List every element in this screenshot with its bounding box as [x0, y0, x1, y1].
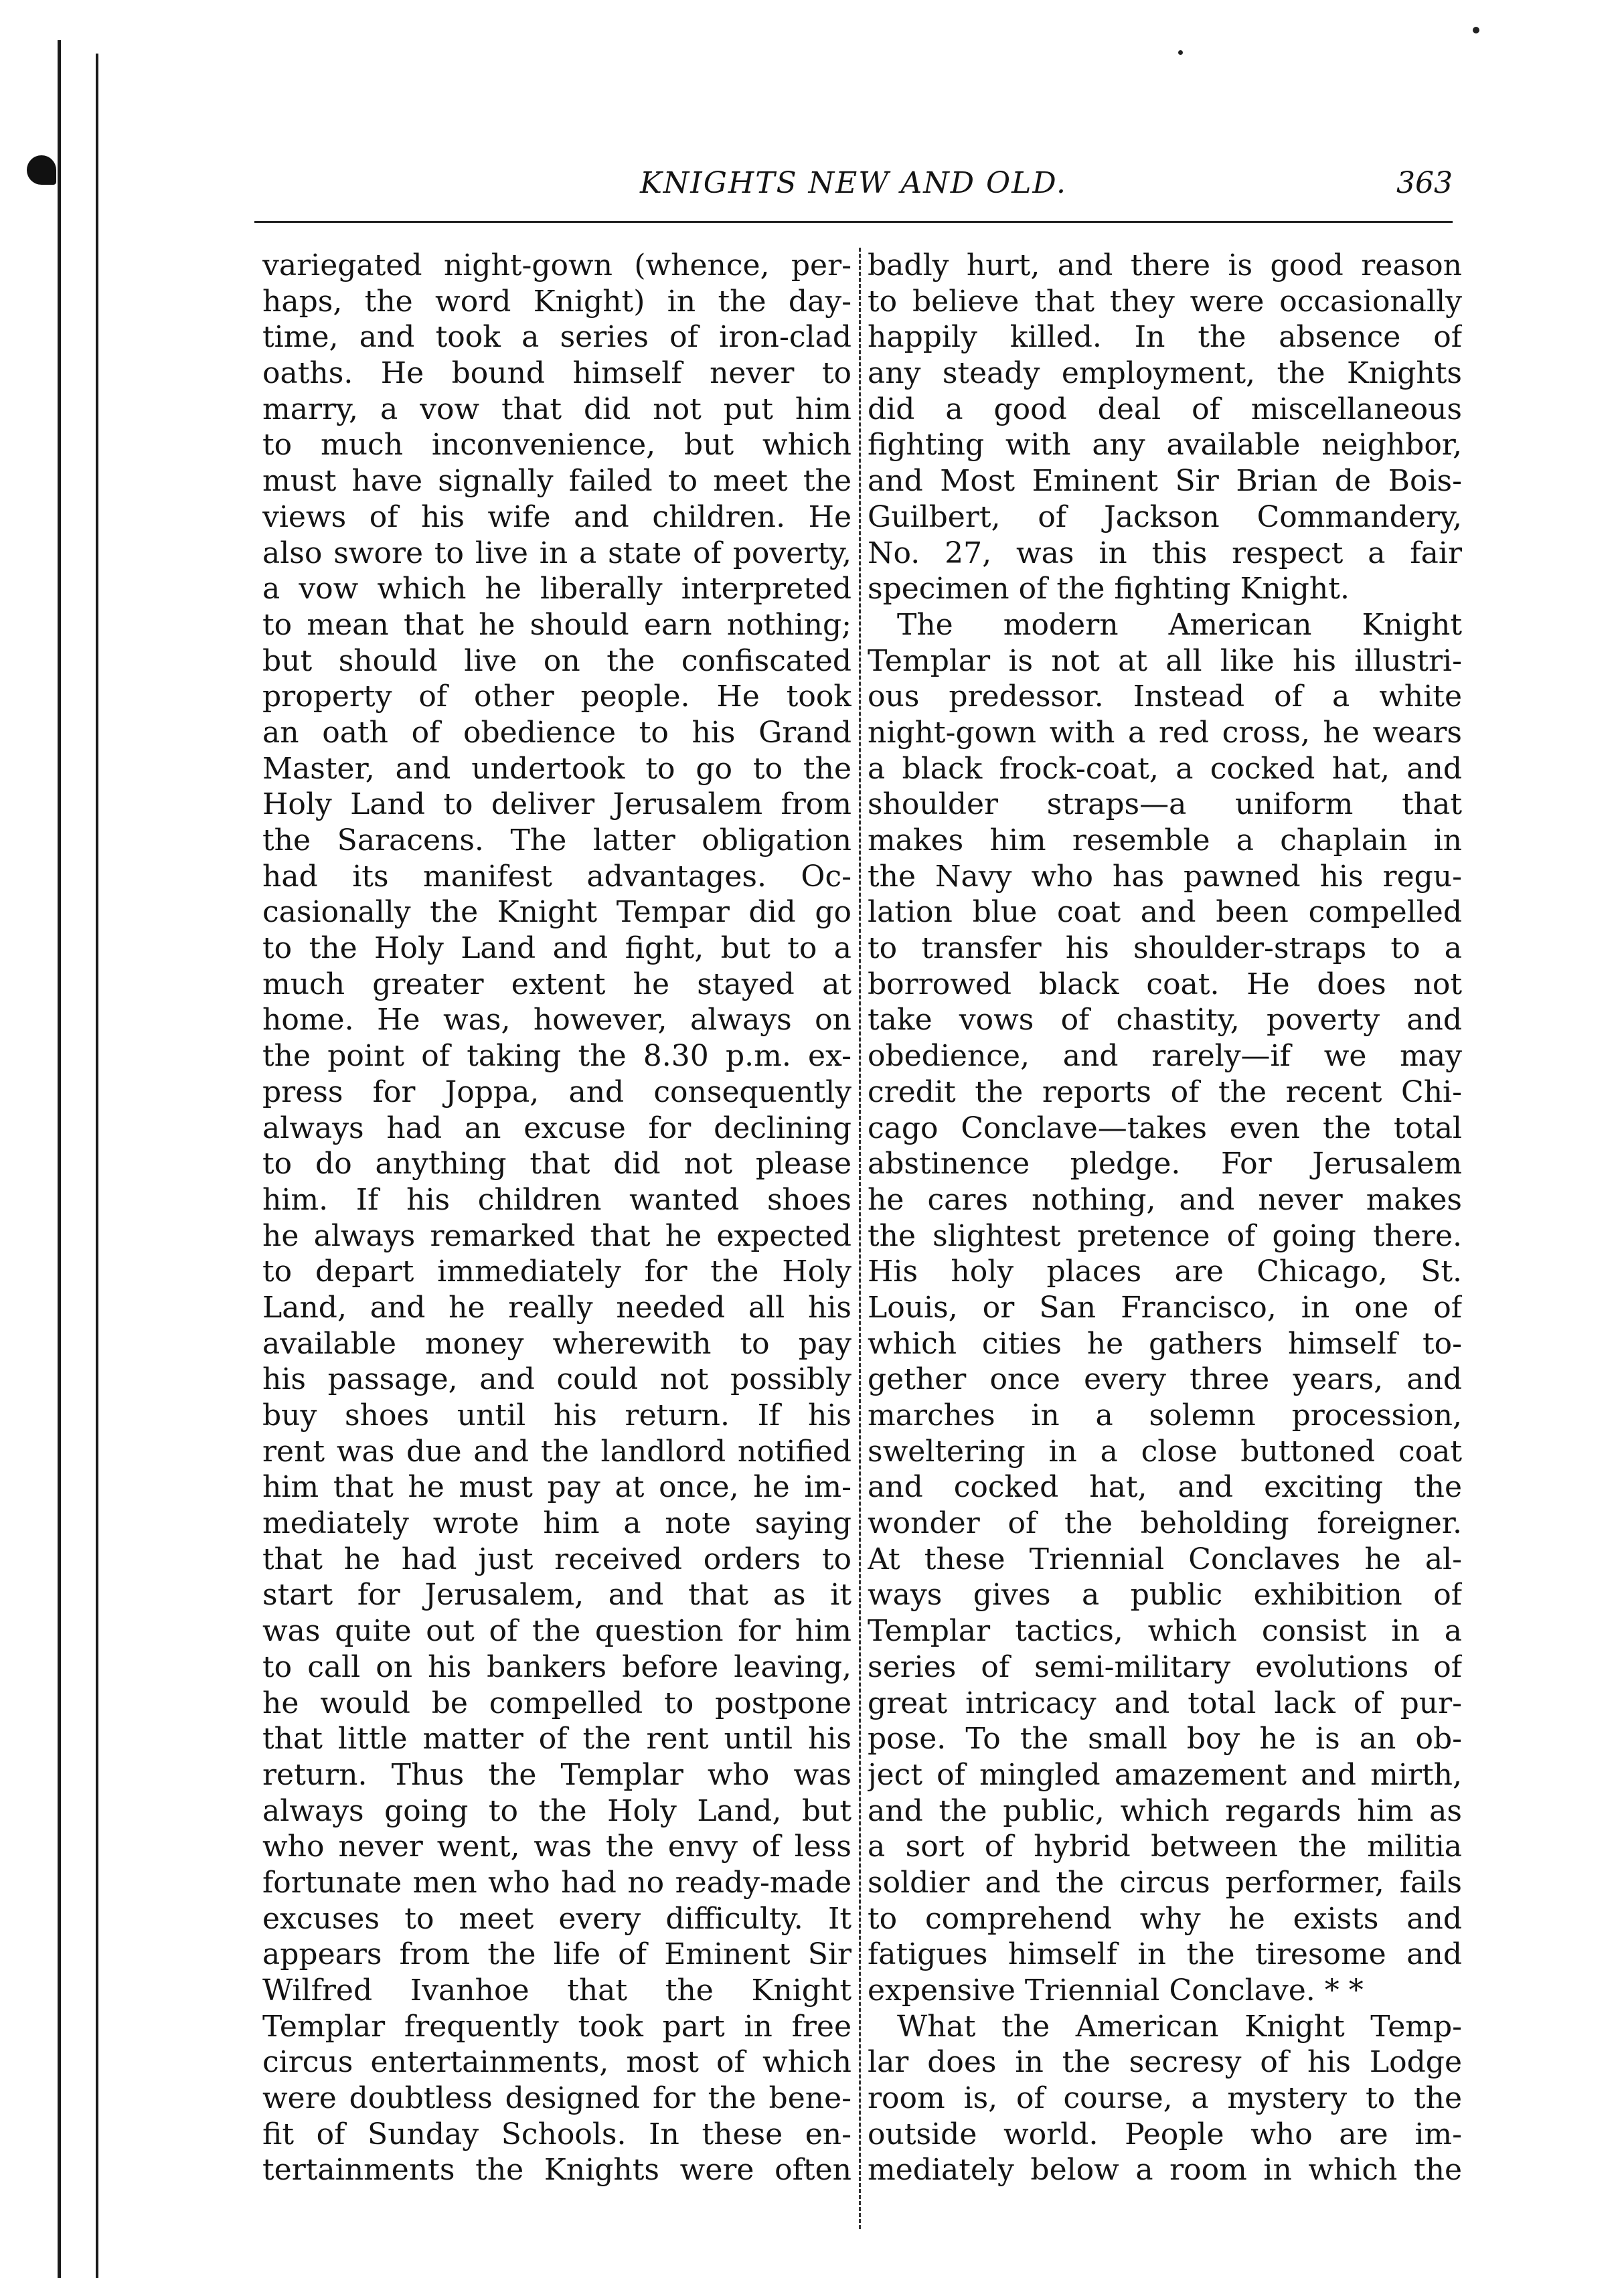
text-line: take vows of chastity, poverty and	[868, 1003, 1462, 1038]
text-line: fit of Sunday Schools. In these en-	[262, 2117, 851, 2151]
text-line: happily killed. In the absence of	[868, 320, 1462, 355]
text-line: appears from the life of Eminent Sir	[262, 1937, 851, 1972]
text-line: lar does in the secresy of his Lodge	[868, 2045, 1462, 2080]
scan-margin-line	[96, 54, 98, 2278]
text-line: also swore to live in a state of poverty,	[262, 536, 851, 570]
text-column-right	[868, 248, 1462, 2188]
text-line: and Most Eminent Sir Brian de Bois-	[868, 464, 1462, 499]
text-line: to transfer his shoulder-straps to a	[868, 931, 1462, 966]
text-line: series of semi-military evolutions of	[868, 1649, 1462, 1684]
text-line: credit the reports of the recent Chi-	[868, 1074, 1462, 1109]
scan-ink-blot	[27, 155, 56, 185]
text-line: ways gives a public exhibition of	[868, 1578, 1462, 1613]
page-header	[254, 166, 1453, 213]
text-line: great intricacy and total lack of pur-	[868, 1686, 1462, 1720]
text-line: What the American Knight Temp-	[897, 2009, 1462, 2044]
text-line: was quite out of the question for him	[262, 1614, 851, 1649]
text-line: but should live on the confiscated	[262, 643, 851, 678]
text-line: specimen of the fighting Knight.	[868, 572, 1350, 606]
text-line: any steady employment, the Knights	[868, 356, 1462, 391]
text-line: must have signally failed to meet the	[262, 464, 851, 499]
text-line: sweltering in a close buttoned coat	[868, 1434, 1462, 1469]
text-line: and cocked hat, and exciting the	[868, 1470, 1462, 1505]
text-line: fighting with any available neighbor,	[868, 428, 1462, 463]
text-line: that he had just received orders to	[262, 1542, 851, 1576]
text-line: shoulder straps—a uniform that	[868, 787, 1462, 822]
text-line: the slightest pretence of going there.	[868, 1218, 1462, 1253]
column-divider	[859, 248, 861, 2229]
text-line: the Navy who has pawned his regu-	[868, 859, 1462, 894]
text-line: much greater extent he stayed at	[262, 967, 851, 1001]
text-line: Guilbert, of Jackson Commandery,	[868, 499, 1462, 534]
text-line: and the public, which regards him as	[868, 1793, 1462, 1828]
text-line: to mean that he should earn nothing;	[262, 607, 851, 642]
text-line: marches in a solemn procession,	[868, 1398, 1462, 1433]
text-line: did a good deal of miscellaneous	[868, 392, 1462, 426]
text-line: No. 27, was in this respect a fair	[868, 536, 1462, 570]
text-line: press for Joppa, and consequently	[262, 1074, 851, 1109]
text-line: circus entertainments, most of which	[262, 2045, 851, 2080]
text-line: ject of mingled amazement and mirth,	[868, 1757, 1462, 1792]
text-line: mediately below a room in which the	[868, 2153, 1462, 2188]
text-line: he would be compelled to postpone	[262, 1686, 851, 1720]
text-line: which cities he gathers himself to-	[868, 1326, 1462, 1361]
text-line: him. If his children wanted shoes	[262, 1182, 851, 1217]
text-column-left	[262, 248, 851, 2188]
text-line: to do anything that did not please	[262, 1147, 851, 1182]
text-line: to believe that they were occasionally	[868, 284, 1462, 319]
text-line: expensive Triennial Conclave. * *	[868, 1973, 1364, 2008]
text-line: he cares nothing, and never makes	[868, 1182, 1462, 1217]
scan-speck	[1178, 50, 1183, 55]
text-line: oaths. He bound himself never to	[262, 356, 851, 391]
text-line: always had an excuse for declining	[262, 1111, 851, 1145]
text-line: a black frock-coat, a cocked hat, and	[868, 751, 1462, 786]
text-line: The modern American Knight	[897, 607, 1462, 642]
text-line: to the Holy Land and fight, but to a	[262, 931, 851, 966]
text-line: return. Thus the Templar who was	[262, 1757, 851, 1792]
text-line: obedience, and rarely—if we may	[868, 1039, 1462, 1074]
text-line: badly hurt, and there is good reason	[868, 248, 1462, 282]
text-line: a vow which he liberally interpreted	[262, 572, 851, 606]
text-line: property of other people. He took	[262, 679, 851, 714]
text-line: that little matter of the rent until his	[262, 1722, 851, 1757]
text-line: tertainments the Knights were often	[262, 2153, 851, 2188]
text-line: soldier and the circus performer, fails	[868, 1865, 1462, 1900]
text-line: a sort of hybrid between the militia	[868, 1829, 1462, 1864]
text-line: Wilfred Ivanhoe that the Knight	[262, 1973, 851, 2008]
text-line: Templar tactics, which consist in a	[868, 1614, 1462, 1649]
text-line: were doubtless designed for the bene-	[262, 2081, 851, 2116]
text-line: wonder of the beholding foreigner.	[868, 1506, 1462, 1541]
text-line: makes him resemble a chaplain in	[868, 823, 1462, 858]
text-line: to call on his bankers before leaving,	[262, 1649, 851, 1684]
text-line: Templar frequently took part in free	[262, 2009, 851, 2044]
text-line: variegated night-gown (whence, per-	[262, 248, 851, 282]
text-line: mediately wrote him a note saying	[262, 1506, 851, 1541]
header-rule	[254, 221, 1453, 223]
text-line: Holy Land to deliver Jerusalem from	[262, 787, 851, 822]
text-line: Templar is not at all like his illustri-	[868, 643, 1462, 678]
text-line: Louis, or San Francisco, in one of	[868, 1290, 1462, 1325]
text-line: gether once every three years, and	[868, 1362, 1462, 1397]
text-line: had its manifest advantages. Oc-	[262, 859, 851, 894]
text-line: the point of taking the 8.30 p.m. ex-	[262, 1039, 851, 1074]
text-line: cago Conclave—takes even the total	[868, 1111, 1462, 1145]
text-line: outside world. People who are im-	[868, 2117, 1462, 2151]
text-line: casionally the Knight Tempar did go	[262, 895, 851, 930]
text-line: start for Jerusalem, and that as it	[262, 1578, 851, 1613]
text-line: he always remarked that he expected	[262, 1218, 851, 1253]
text-line: views of his wife and children. He	[262, 499, 851, 534]
text-line: to depart immediately for the Holy	[262, 1254, 851, 1289]
text-line: At these Triennial Conclaves he al-	[868, 1542, 1462, 1576]
text-line: to much inconvenience, but which	[262, 428, 851, 463]
text-line: night-gown with a red cross, he wears	[868, 715, 1462, 750]
scan-speck	[1473, 27, 1479, 33]
scan-binding-edge	[58, 40, 61, 2278]
text-line: marry, a vow that did not put him	[262, 392, 851, 426]
text-line: excuses to meet every difficulty. It	[262, 1901, 851, 1936]
running-head: KNIGHTS NEW AND OLD.	[639, 166, 1068, 200]
text-line: rent was due and the landlord notified	[262, 1434, 851, 1469]
text-line: home. He was, however, always on	[262, 1003, 851, 1038]
text-line: borrowed black coat. He does not	[868, 967, 1462, 1001]
text-line: Land, and he really needed all his	[262, 1290, 851, 1325]
text-line: his passage, and could not possibly	[262, 1362, 851, 1397]
text-line: Master, and undertook to go to the	[262, 751, 851, 786]
text-line: to comprehend why he exists and	[868, 1901, 1462, 1936]
text-line: lation blue coat and been compelled	[868, 895, 1462, 930]
text-line: His holy places are Chicago, St.	[868, 1254, 1462, 1289]
text-line: available money wherewith to pay	[262, 1326, 851, 1361]
text-line: him that he must pay at once, he im-	[262, 1470, 851, 1505]
text-line: haps, the word Knight) in the day-	[262, 284, 851, 319]
text-line: ous predessor. Instead of a white	[868, 679, 1462, 714]
text-line: always going to the Holy Land, but	[262, 1793, 851, 1828]
text-line: room is, of course, a mystery to the	[868, 2081, 1462, 2116]
text-line: who never went, was the envy of less	[262, 1829, 851, 1864]
text-line: time, and took a series of iron-clad	[262, 320, 851, 355]
text-line: pose. To the small boy he is an ob-	[868, 1722, 1462, 1757]
text-line: the Saracens. The latter obligation	[262, 823, 851, 858]
text-line: buy shoes until his return. If his	[262, 1398, 851, 1433]
page-number: 363	[1396, 166, 1453, 200]
text-line: fortunate men who had no ready-made	[262, 1865, 851, 1900]
text-line: an oath of obedience to his Grand	[262, 715, 851, 750]
text-line: abstinence pledge. For Jerusalem	[868, 1147, 1462, 1182]
text-line: fatigues himself in the tiresome and	[868, 1937, 1462, 1972]
